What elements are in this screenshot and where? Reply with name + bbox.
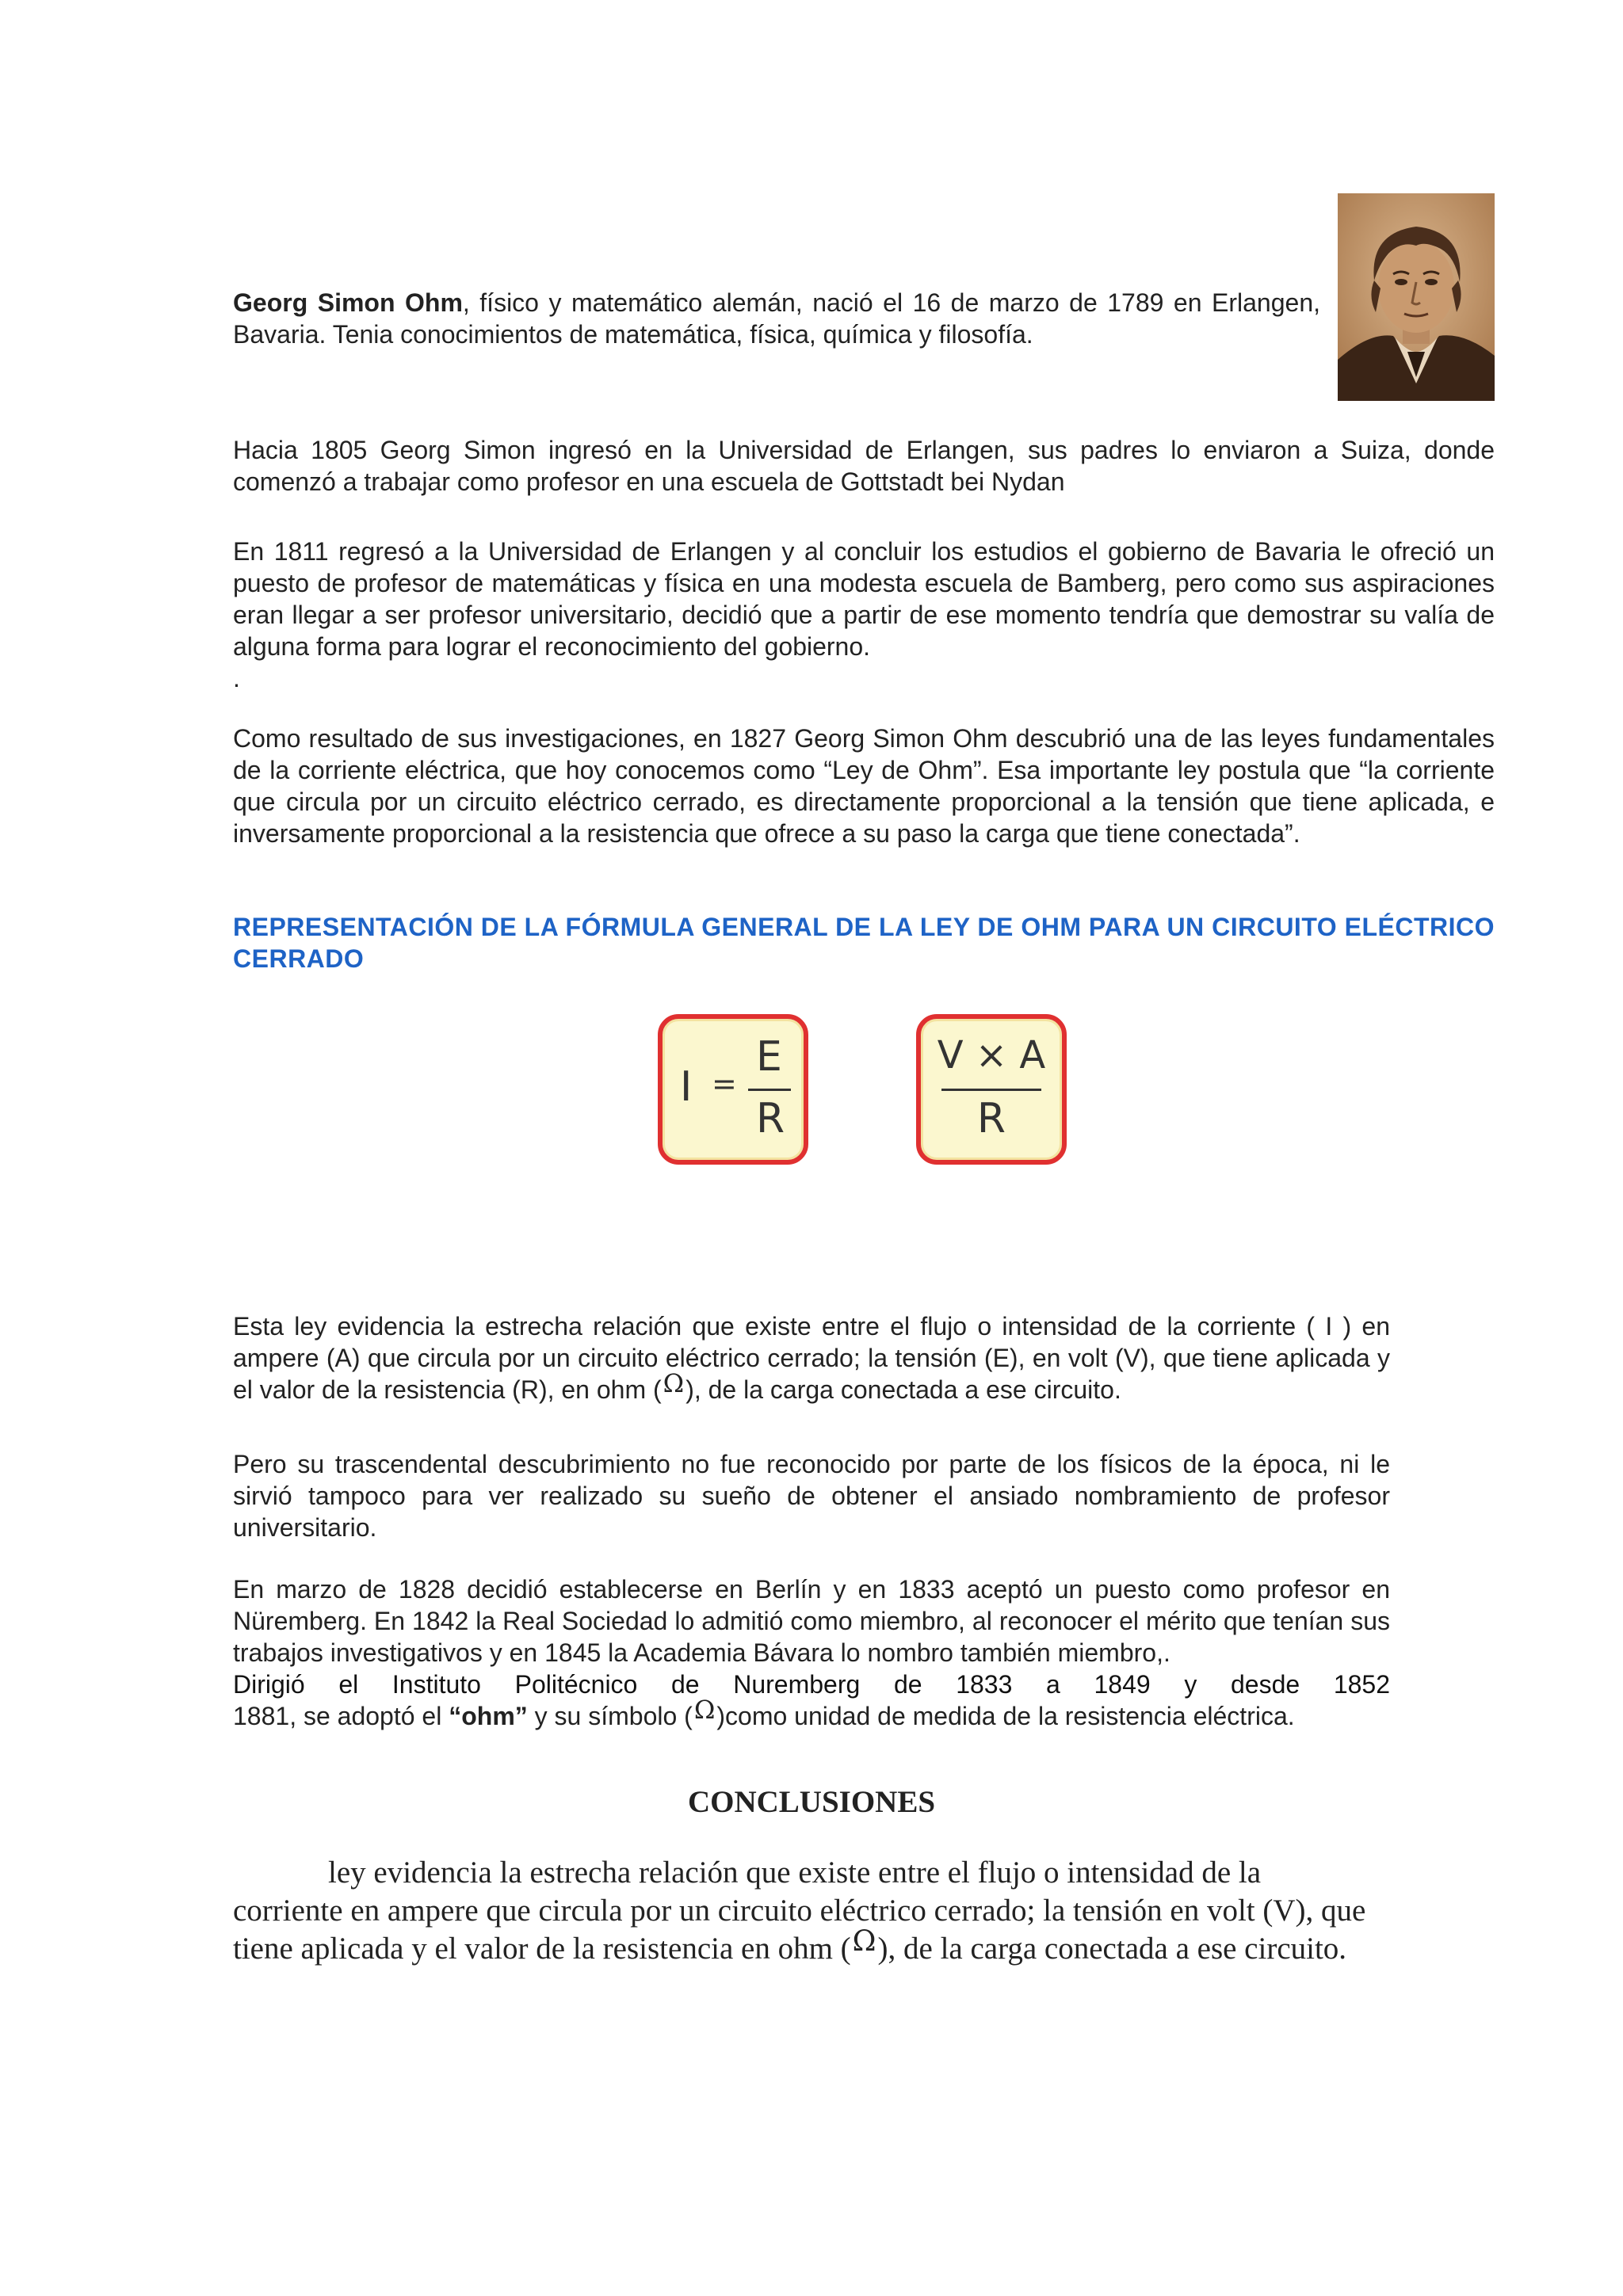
formula-vxa-denominator: R [976,1095,1006,1142]
portrait-drawing [1338,193,1495,401]
paragraph-ley [233,1310,1390,1405]
paragraph-1805: Hacia 1805 Georg Simon ingresó en la Universidad de Erlangen, sus padres lo enviaron a Suiza, donde comenzó a trabajar como profesor en una escuela de Gottstadt bei Nydan [233,436,1495,496]
paragraph-marzo-block [233,1573,1390,1732]
conclusiones-title: CONCLUSIONES [687,1785,936,1819]
formula-heading: REPRESENTACIÓN DE LA FÓRMULA GENERAL DE LA LEY DE OHM PARA UN CIRCUITO ELÉCTRICO CERRADO [233,913,1495,973]
formula-vxa-fraction-bar [941,1089,1041,1091]
paragraph-1827: Como resultado de sus investigaciones, en 1827 Georg Simon Ohm descubrió una de las leyes fundamentales de la corriente eléctrica, que hoy conocemos como “Ley de Ohm”. Esa importante ley postula que “la corriente que circula por un circuito eléctrico cerrado, es directamente proporcional a la tensión que tiene aplicada, e inversamente proporcional a la resistencia que ofrece a su paso la carga que tiene conectada”. [233,724,1495,848]
formula-lhs: I [680,1063,693,1111]
paragraph-1881 [233,1695,1390,1732]
formula-vxa-numerator: V × A [937,1033,1046,1077]
intro-text: , físico y matemático alemán, nació el 16 de marzo de 1789 en Erlangen, Bavaria. Tenia conocimientos de matemática, física, química y filosofía. [233,288,1321,349]
ley-text-b: ), de la carga conectada a ese circuito. [685,1375,1121,1404]
y1881-text-b: y su símbolo ( [527,1702,693,1730]
y1881-text-c: )como unidad de medida de la resistencia eléctrica. [716,1702,1295,1730]
ley-text-a: Esta ley evidencia la estrecha relación que existe entre el flujo o intensidad de la corriente ( I ) en ampere (A) que circula por un circuito eléctrico cerrado; la tensión (E), en volt (V), que tiene aplicada y el valor de la resistencia (R), en ohm ( [233,1312,1390,1404]
y1881-text-a: 1881, se adoptó el [233,1702,449,1730]
paragraph-dirigio: Dirigió el Instituto Politécnico de Nuremberg de 1833 a 1849 y desde 1852 [233,1670,1390,1699]
portrait-image [1338,193,1495,401]
formula-box-vxa [916,1014,1067,1165]
conclusiones-text-b: ), de la carga conectada a ese circuito. [877,1932,1347,1966]
omega-icon: Ω [852,1925,876,1958]
formula-box-ier [658,1014,808,1165]
intro-name: Georg Simon Ohm [233,288,463,317]
intro-paragraph [233,287,1320,350]
formula-fraction-bar [748,1089,791,1091]
paragraph-pero: Pero su trascendental descubrimiento no fue reconocido por parte de los físicos de la época, ni le sirvió tampoco para ver realizado su sueño de obtener el ansiado nombramiento de profesor universitario. [233,1450,1390,1542]
conclusiones-paragraph [233,1854,1366,1969]
paragraph-marzo: En marzo de 1828 decidió establecerse en Berlín y en 1833 aceptó un puesto como profesor en Nüremberg. En 1842 la Real Sociedad lo admitió como miembro, al reconocer el mérito que tenían sus trabajos investigativos y en 1845 la Academia Bávara lo nombro también miembro,. [233,1575,1390,1667]
paragraph-1811-dot: . [233,664,240,692]
conclusiones-text-a: ley evidencia la estrecha relación que existe entre el flujo o intensidad de la corriente en ampere que circula por un circuito eléctrico cerrado; la tensión en volt (V), que tiene aplicada y el valor de la resistencia en ohm ( [233,1855,1366,1966]
formula-numerator: E [756,1033,782,1081]
formula-equals: = [712,1066,737,1101]
ohm-bold: “ohm” [449,1702,528,1730]
paragraph-1811: En 1811 regresó a la Universidad de Erlangen y al concluir los estudios el gobierno de Bavaria le ofreció un puesto de profesor de matemáticas y física en una modesta escuela de Bamberg, pero como sus aspiraciones eran llegar a ser profesor universitario, decidió que a partir de ese momento tendría que demostrar su valía de alguna forma para lograr el reconocimiento del gobierno. [233,537,1495,661]
omega-icon: Ω [693,1695,716,1725]
formula-denominator: R [756,1095,785,1142]
omega-icon: Ω [663,1368,685,1398]
paragraph-1811-block [233,536,1495,694]
